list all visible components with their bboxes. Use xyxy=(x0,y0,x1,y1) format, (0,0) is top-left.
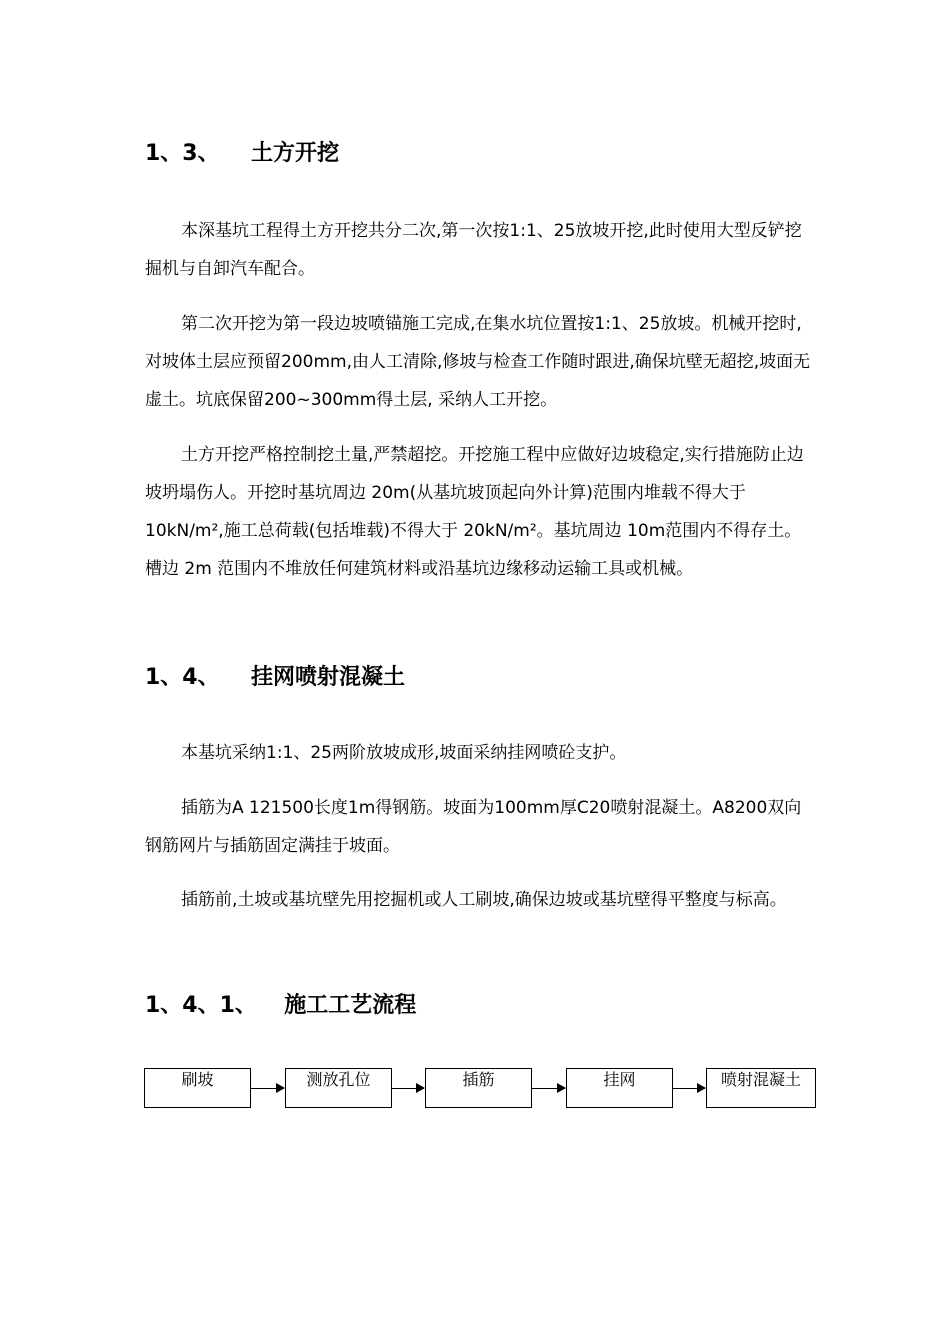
paragraph: 插筋为A 121500长度1m得钢筋。坡面为100mm厚C20喷射混凝土。A8200双向钢筋网片与插筋固定满挂于坡面。 xyxy=(145,798,802,856)
flow-step: 挂网 xyxy=(566,1068,673,1108)
arrow-right-icon xyxy=(673,1088,705,1089)
heading-1-3 xyxy=(145,139,339,169)
heading-title: 施工工艺流程 xyxy=(284,993,417,1018)
flow-step: 插筋 xyxy=(425,1068,532,1108)
paragraph: 插筋前,土坡或基坑壁先用挖掘机或人工刷坡,确保边坡或基坑壁得平整度与标高。 xyxy=(181,890,787,910)
paragraph: 第二次开挖为第一段边坡喷锚施工完成,在集水坑位置按1:1、25放坡。机械开挖时,对坡体土层应预留200mm,由人工清除,修坡与检查工作随时跟进,确保坑壁无超挖,坡面无虚土。坑底保留200~300mm得土层, 采纳人工开挖。 xyxy=(145,314,811,410)
paragraph: 本深基坑工程得土方开挖共分二次,第一次按1:1、25放坡开挖,此时使用大型反铲挖掘机与自卸汽车配合。 xyxy=(145,221,802,279)
flow-step: 刷坡 xyxy=(144,1068,251,1108)
paragraph: 土方开挖严格控制挖土量,严禁超挖。开挖施工程中应做好边坡稳定,实行措施防止边坡坍塌伤人。开挖时基坑周边 20m(从基坑坡顶起向外计算)范围内堆载不得大于 10kN/m²,施工总荷载(包括堆载)不得大于 20kN/m²。基坑周边 10m范围内不得存土。槽边 2m 范围内不堆放任何建筑材料或沿基坑边缘移动运输工具或机械。 xyxy=(145,445,804,579)
heading-1-4-1 xyxy=(145,991,416,1021)
heading-number: 1、3、 xyxy=(145,141,220,166)
flow-step: 测放孔位 xyxy=(285,1068,392,1108)
process-flowchart xyxy=(144,1068,816,1110)
heading-number: 1、4、 xyxy=(145,665,220,690)
arrow-right-icon xyxy=(532,1088,565,1089)
heading-title: 挂网喷射混凝土 xyxy=(250,665,405,690)
flow-step: 喷射混凝土 xyxy=(706,1068,816,1108)
arrow-right-icon xyxy=(392,1088,424,1089)
heading-title: 土方开挖 xyxy=(250,141,339,166)
paragraph: 本基坑采纳1:1、25两阶放坡成形,坡面采纳挂网喷砼支护。 xyxy=(181,743,627,763)
heading-number: 1、4、1、 xyxy=(145,993,257,1018)
heading-1-4 xyxy=(145,663,405,693)
arrow-right-icon xyxy=(251,1088,284,1089)
